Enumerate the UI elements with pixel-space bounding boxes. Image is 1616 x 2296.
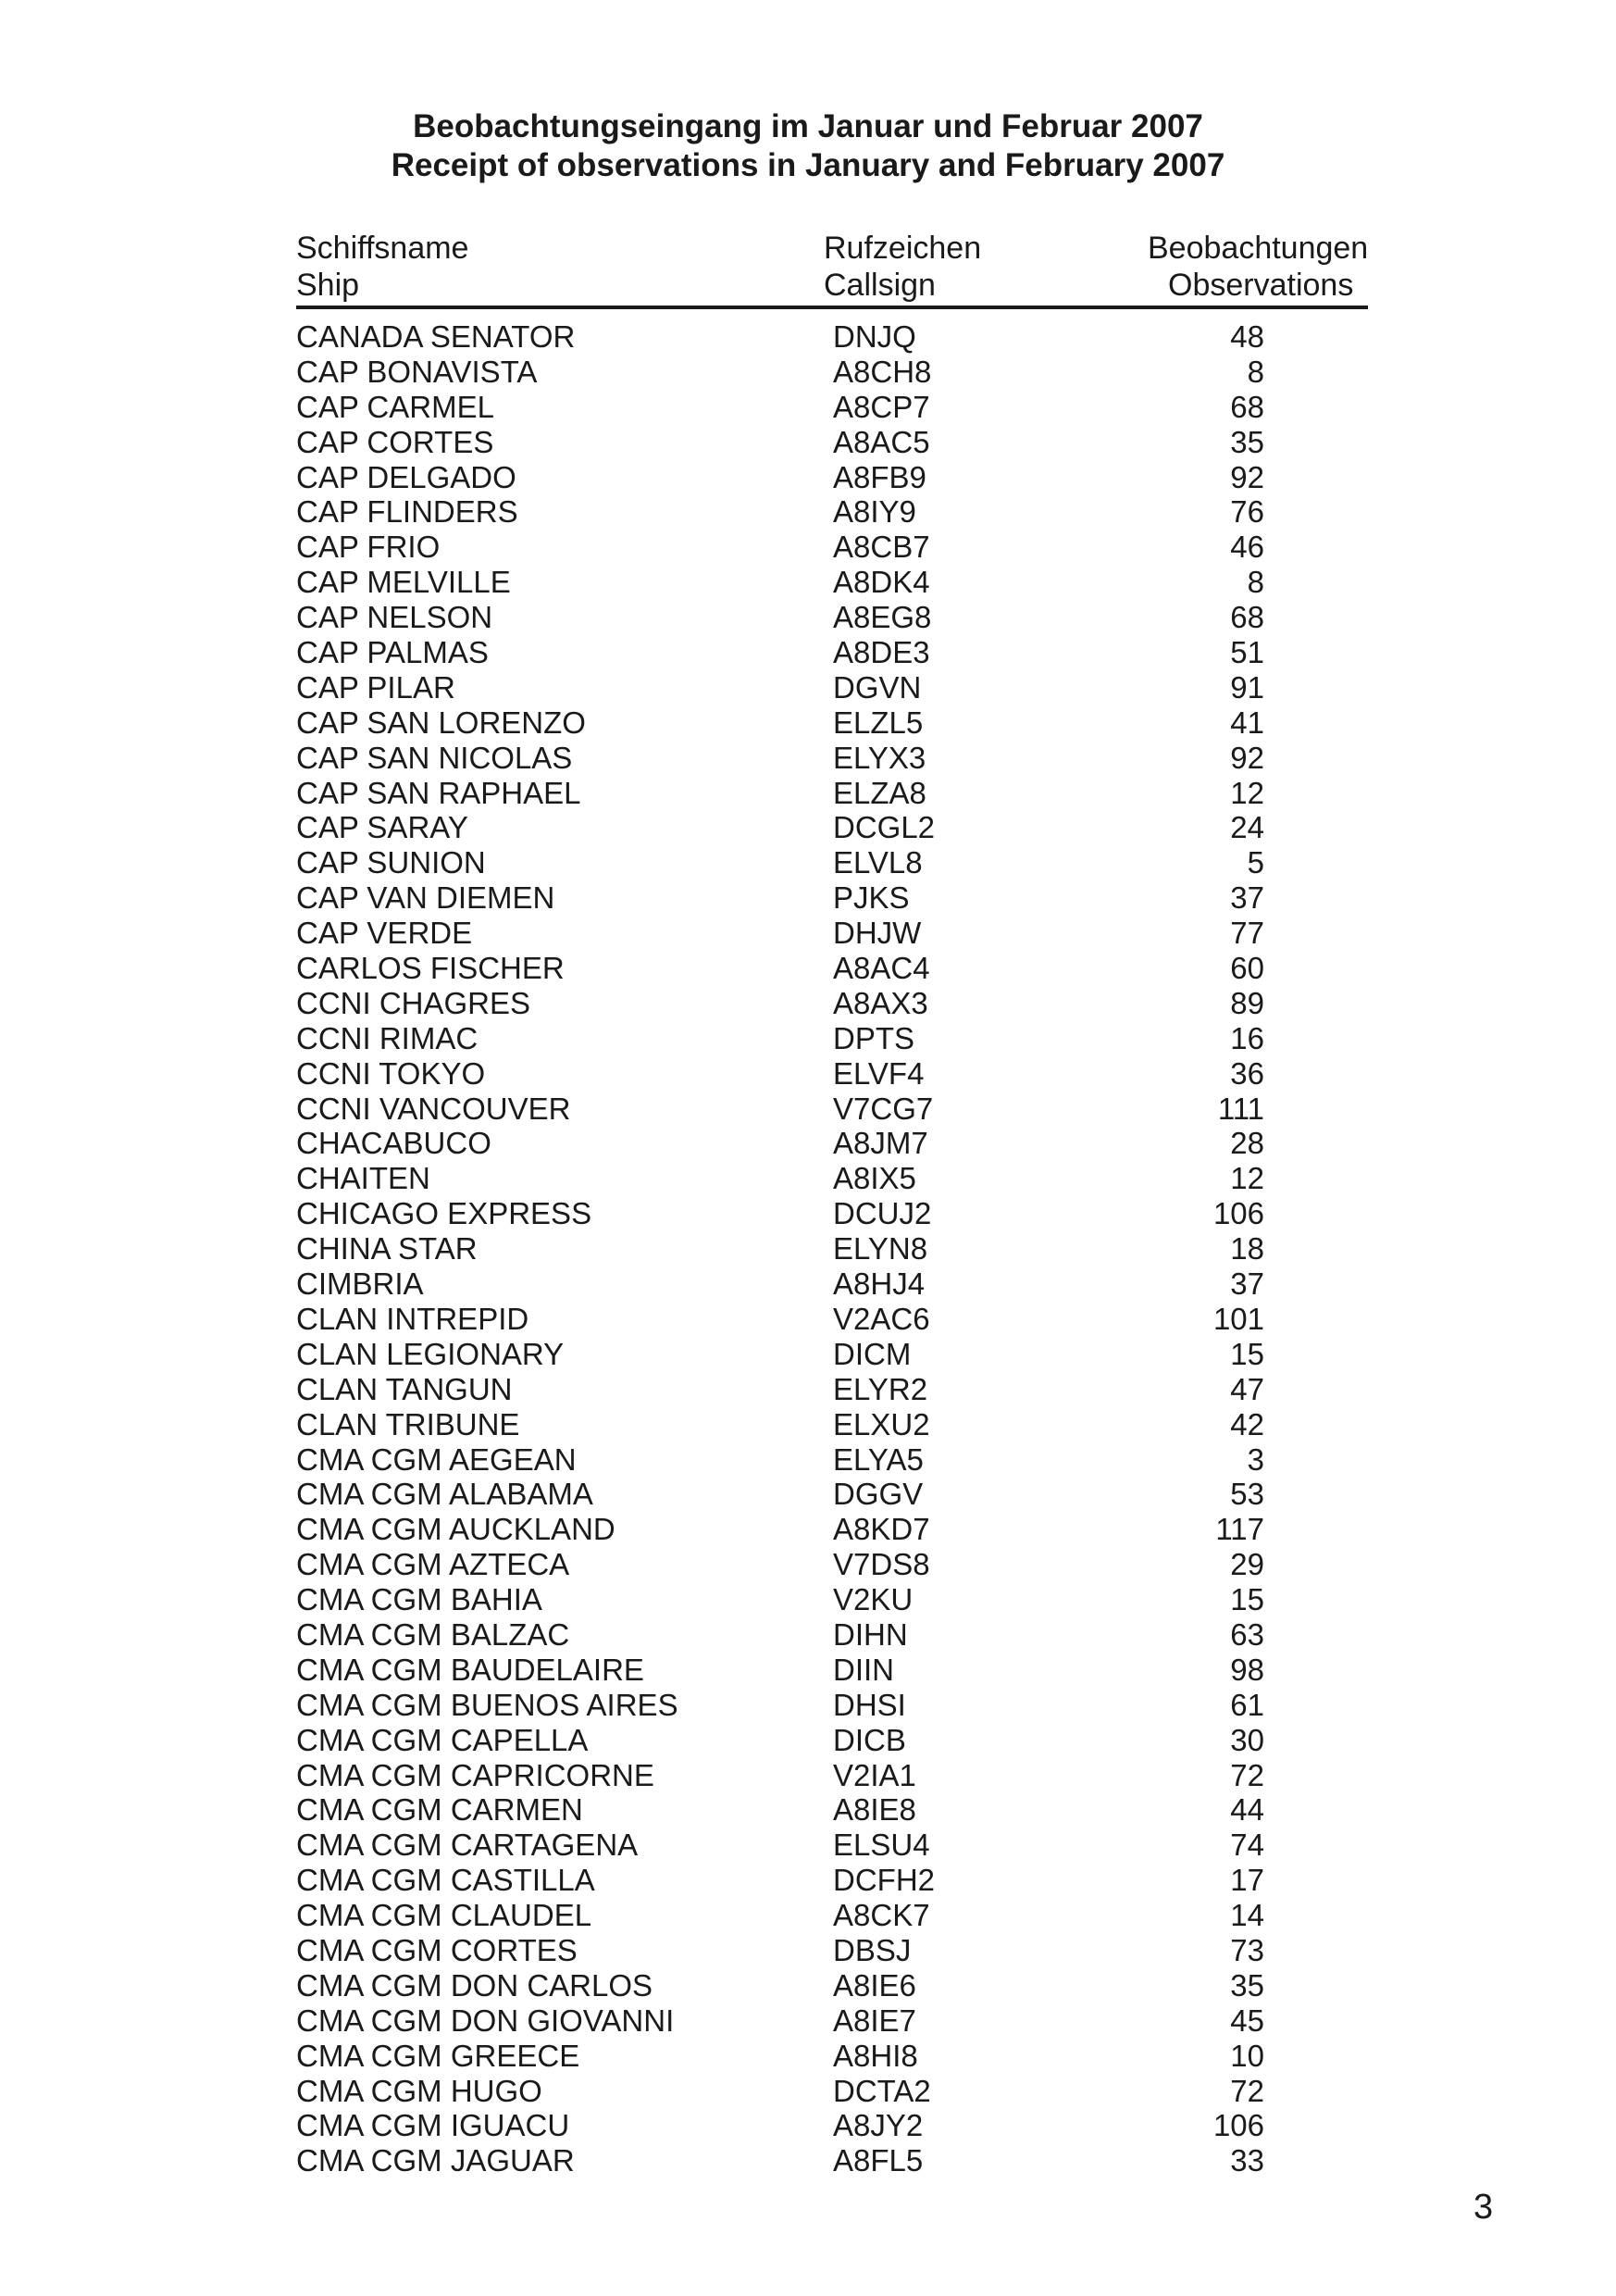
table-row bbox=[296, 1477, 1370, 1512]
observations-cell: 36 bbox=[1230, 1055, 1264, 1091]
observations-cell: 92 bbox=[1230, 740, 1264, 775]
table-row bbox=[296, 530, 1370, 565]
ship-name-cell: CAP MELVILLE bbox=[296, 565, 511, 600]
header-ship-german: Schiffsname bbox=[296, 231, 469, 266]
observations-cell: 46 bbox=[1230, 530, 1264, 565]
callsign-cell: DHJW bbox=[833, 916, 922, 951]
ship-name-cell: CHINA STAR bbox=[296, 1231, 478, 1267]
callsign-cell: V2AC6 bbox=[833, 1301, 930, 1336]
observations-cell: 101 bbox=[1212, 1301, 1264, 1336]
observations-cell: 73 bbox=[1230, 1932, 1264, 1967]
ship-name-cell: CMA CGM AEGEAN bbox=[296, 1441, 577, 1477]
observations-cell: 77 bbox=[1230, 916, 1264, 951]
table-row bbox=[296, 355, 1370, 390]
ship-name-cell: CAP NELSON bbox=[296, 600, 493, 635]
observations-cell: 91 bbox=[1230, 669, 1264, 705]
ship-name-cell: CANADA SENATOR bbox=[296, 319, 576, 354]
callsign-cell: A8FB9 bbox=[833, 459, 926, 494]
table-row bbox=[296, 1547, 1370, 1582]
callsign-cell: A8JY2 bbox=[833, 2108, 924, 2143]
table-row bbox=[296, 1442, 1370, 1478]
observations-cell: 48 bbox=[1230, 319, 1264, 354]
callsign-cell: DPTS bbox=[833, 1020, 915, 1055]
observations-cell: 72 bbox=[1230, 2073, 1264, 2108]
table-row bbox=[296, 1617, 1370, 1653]
callsign-cell: A8IY9 bbox=[833, 494, 916, 530]
ship-name-cell: CHICAGO EXPRESS bbox=[296, 1196, 592, 1231]
ship-name-cell: CMA CGM AZTECA bbox=[296, 1547, 570, 1582]
observations-cell: 63 bbox=[1230, 1616, 1264, 1652]
observations-cell: 10 bbox=[1230, 2038, 1264, 2073]
table-row bbox=[296, 1653, 1370, 1688]
observations-cell: 35 bbox=[1230, 424, 1264, 459]
callsign-cell: V2IA1 bbox=[833, 1757, 916, 1792]
callsign-cell: DHSI bbox=[833, 1687, 906, 1722]
table-row bbox=[296, 1267, 1370, 1302]
table-row bbox=[296, 1898, 1370, 1933]
table-row bbox=[296, 1863, 1370, 1898]
table-row bbox=[296, 1723, 1370, 1758]
ship-name-cell: CAP VERDE bbox=[296, 916, 473, 951]
callsign-cell: ELZA8 bbox=[833, 775, 926, 810]
callsign-cell: DBSJ bbox=[833, 1932, 912, 1967]
ship-name-cell: CAP BONAVISTA bbox=[296, 354, 538, 389]
observations-cell: 53 bbox=[1230, 1477, 1264, 1512]
table-row bbox=[296, 1021, 1370, 1056]
observations-cell: 15 bbox=[1230, 1582, 1264, 1617]
table-row bbox=[296, 810, 1370, 845]
header-callsign-english: Callsign bbox=[824, 268, 936, 303]
observations-cell: 15 bbox=[1230, 1336, 1264, 1371]
observations-table bbox=[296, 319, 1370, 2178]
observations-cell: 106 bbox=[1212, 1196, 1264, 1231]
observations-cell: 29 bbox=[1230, 1547, 1264, 1582]
ship-name-cell: CMA CGM JAGUAR bbox=[296, 2143, 575, 2178]
callsign-cell: DCFH2 bbox=[833, 1863, 936, 1898]
table-row bbox=[296, 951, 1370, 986]
callsign-cell: A8IE8 bbox=[833, 1792, 916, 1828]
observations-cell: 92 bbox=[1230, 459, 1264, 494]
callsign-cell: A8AX3 bbox=[833, 985, 928, 1020]
table-row bbox=[296, 1161, 1370, 1196]
table-row bbox=[296, 986, 1370, 1021]
observations-cell: 44 bbox=[1230, 1792, 1264, 1828]
observations-cell: 106 bbox=[1212, 2108, 1264, 2143]
table-row bbox=[296, 1337, 1370, 1372]
callsign-cell: A8IX5 bbox=[833, 1161, 916, 1196]
table-row bbox=[296, 1828, 1370, 1863]
ship-name-cell: CMA CGM CLAUDEL bbox=[296, 1898, 592, 1933]
callsign-cell: DIIN bbox=[833, 1652, 894, 1687]
callsign-cell: DGVN bbox=[833, 669, 922, 705]
callsign-cell: A8DK4 bbox=[833, 565, 930, 600]
observations-cell: 12 bbox=[1230, 1161, 1264, 1196]
table-row bbox=[296, 1758, 1370, 1793]
observations-cell: 37 bbox=[1230, 1267, 1264, 1302]
callsign-cell: A8HJ4 bbox=[833, 1267, 926, 1302]
callsign-cell: PJKS bbox=[833, 880, 910, 916]
ship-name-cell: CLAN TRIBUNE bbox=[296, 1406, 520, 1441]
ship-name-cell: CMA CGM DON CARLOS bbox=[296, 1967, 653, 2003]
callsign-cell: A8KD7 bbox=[833, 1512, 930, 1547]
table-row bbox=[296, 1302, 1370, 1337]
table-row bbox=[296, 319, 1370, 355]
table-row bbox=[296, 1933, 1370, 1968]
table-row bbox=[296, 425, 1370, 460]
observations-cell: 72 bbox=[1230, 1757, 1264, 1792]
table-row bbox=[296, 845, 1370, 880]
callsign-cell: A8JM7 bbox=[833, 1126, 928, 1161]
ship-name-cell: CAP CARMEL bbox=[296, 389, 494, 424]
ship-name-cell: CAP SARAY bbox=[296, 810, 468, 845]
table-row bbox=[296, 916, 1370, 951]
header-observations-english: Observations bbox=[1168, 268, 1354, 303]
table-row bbox=[296, 460, 1370, 495]
ship-name-cell: CAP FRIO bbox=[296, 530, 441, 565]
ship-name-cell: CAP SAN RAPHAEL bbox=[296, 775, 581, 810]
ship-name-cell: CCNI CHAGRES bbox=[296, 985, 531, 1020]
table-row bbox=[296, 2039, 1370, 2074]
ship-name-cell: CMA CGM IGUACU bbox=[296, 2108, 570, 2143]
callsign-cell: A8FL5 bbox=[833, 2143, 924, 2178]
callsign-cell: DCTA2 bbox=[833, 2073, 931, 2108]
ship-name-cell: CAP VAN DIEMEN bbox=[296, 880, 555, 916]
ship-name-cell: CARLOS FISCHER bbox=[296, 951, 565, 986]
observations-cell: 89 bbox=[1230, 985, 1264, 1020]
table-row bbox=[296, 776, 1370, 811]
table-row bbox=[296, 741, 1370, 776]
table-row bbox=[296, 1196, 1370, 1231]
observations-cell: 35 bbox=[1230, 1967, 1264, 2003]
callsign-cell: DCGL2 bbox=[833, 810, 936, 845]
ship-name-cell: CMA CGM CORTES bbox=[296, 1932, 578, 1967]
ship-name-cell: CAP FLINDERS bbox=[296, 494, 518, 530]
ship-name-cell: CMA CGM HUGO bbox=[296, 2073, 542, 2108]
observations-cell: 98 bbox=[1230, 1652, 1264, 1687]
observations-cell: 37 bbox=[1230, 880, 1264, 916]
observations-cell: 61 bbox=[1230, 1687, 1264, 1722]
header-callsign-german: Rufzeichen bbox=[824, 231, 982, 266]
table-row bbox=[296, 1968, 1370, 2003]
observations-cell: 47 bbox=[1230, 1371, 1264, 1406]
table-row bbox=[296, 2074, 1370, 2109]
ship-name-cell: CLAN INTREPID bbox=[296, 1301, 529, 1336]
callsign-cell: A8IE6 bbox=[833, 1967, 916, 2003]
observations-cell: 41 bbox=[1230, 705, 1264, 740]
ship-name-cell: CMA CGM CARTAGENA bbox=[296, 1828, 639, 1863]
table-row bbox=[296, 1092, 1370, 1127]
table-row bbox=[296, 1688, 1370, 1723]
ship-name-cell: CMA CGM BAHIA bbox=[296, 1582, 542, 1617]
callsign-cell: ELZL5 bbox=[833, 705, 924, 740]
ship-name-cell: CAP SUNION bbox=[296, 845, 486, 880]
ship-name-cell: CLAN LEGIONARY bbox=[296, 1336, 565, 1371]
observations-cell: 14 bbox=[1230, 1898, 1264, 1933]
ship-name-cell: CMA CGM AUCKLAND bbox=[296, 1512, 615, 1547]
page-number: 3 bbox=[1473, 2188, 1494, 2227]
callsign-cell: DGGV bbox=[833, 1477, 924, 1512]
ship-name-cell: CCNI RIMAC bbox=[296, 1020, 479, 1055]
callsign-cell: A8HI8 bbox=[833, 2038, 918, 2073]
callsign-cell: DIHN bbox=[833, 1616, 908, 1652]
header-divider bbox=[296, 306, 1368, 309]
callsign-cell: A8IE7 bbox=[833, 2003, 916, 2038]
callsign-cell: V7DS8 bbox=[833, 1547, 930, 1582]
ship-name-cell: CIMBRIA bbox=[296, 1267, 424, 1302]
table-row bbox=[296, 2143, 1370, 2178]
header-ship-english: Ship bbox=[296, 268, 360, 303]
callsign-cell: ELYR2 bbox=[833, 1371, 928, 1406]
table-row bbox=[296, 1372, 1370, 1407]
callsign-cell: ELVF4 bbox=[833, 1055, 925, 1091]
table-row bbox=[296, 2003, 1370, 2039]
table-row bbox=[296, 1582, 1370, 1617]
observations-cell: 51 bbox=[1230, 635, 1264, 670]
callsign-cell: DNJQ bbox=[833, 319, 916, 354]
observations-cell: 16 bbox=[1230, 1020, 1264, 1055]
ship-name-cell: CMA CGM BUENOS AIRES bbox=[296, 1687, 678, 1722]
table-row bbox=[296, 1056, 1370, 1092]
callsign-cell: A8EG8 bbox=[833, 600, 932, 635]
ship-name-cell: CAP DELGADO bbox=[296, 459, 516, 494]
ship-name-cell: CAP PALMAS bbox=[296, 635, 489, 670]
observations-cell: 12 bbox=[1230, 775, 1264, 810]
ship-name-cell: CHACABUCO bbox=[296, 1126, 491, 1161]
callsign-cell: DICB bbox=[833, 1722, 906, 1757]
observations-cell: 30 bbox=[1230, 1722, 1264, 1757]
observations-cell: 68 bbox=[1230, 600, 1264, 635]
ship-name-cell: CMA CGM CARMEN bbox=[296, 1792, 583, 1828]
ship-name-cell: CAP PILAR bbox=[296, 669, 455, 705]
callsign-cell: A8CK7 bbox=[833, 1898, 930, 1933]
table-row bbox=[296, 635, 1370, 670]
ship-name-cell: CMA CGM BALZAC bbox=[296, 1616, 570, 1652]
ship-name-cell: CMA CGM DON GIOVANNI bbox=[296, 2003, 675, 2038]
callsign-cell: ELSU4 bbox=[833, 1828, 930, 1863]
callsign-cell: A8CB7 bbox=[833, 530, 930, 565]
table-row bbox=[296, 565, 1370, 600]
table-row bbox=[296, 494, 1370, 530]
observations-cell: 76 bbox=[1230, 494, 1264, 530]
table-row bbox=[296, 390, 1370, 425]
ship-name-cell: CCNI VANCOUVER bbox=[296, 1091, 571, 1126]
table-row bbox=[296, 1792, 1370, 1828]
ship-name-cell: CMA CGM CASTILLA bbox=[296, 1863, 595, 1898]
observations-cell: 28 bbox=[1230, 1126, 1264, 1161]
callsign-cell: A8CP7 bbox=[833, 389, 930, 424]
callsign-cell: A8DE3 bbox=[833, 635, 930, 670]
table-row bbox=[296, 1126, 1370, 1161]
callsign-cell: DICM bbox=[833, 1336, 912, 1371]
table-row bbox=[296, 1231, 1370, 1267]
observations-cell: 3 bbox=[1247, 1441, 1264, 1477]
table-row bbox=[296, 670, 1370, 705]
observations-cell: 8 bbox=[1247, 354, 1264, 389]
header-observations-german: Beobachtungen bbox=[1148, 231, 1369, 266]
observations-cell: 74 bbox=[1230, 1828, 1264, 1863]
ship-name-cell: CLAN TANGUN bbox=[296, 1371, 513, 1406]
ship-name-cell: CHAITEN bbox=[296, 1161, 430, 1196]
callsign-cell: V7CG7 bbox=[833, 1091, 934, 1126]
ship-name-cell: CMA CGM ALABAMA bbox=[296, 1477, 593, 1512]
table-row bbox=[296, 600, 1370, 635]
callsign-cell: V2KU bbox=[833, 1582, 914, 1617]
ship-name-cell: CCNI TOKYO bbox=[296, 1055, 486, 1091]
observations-cell: 5 bbox=[1247, 845, 1264, 880]
callsign-cell: ELXU2 bbox=[833, 1406, 930, 1441]
observations-cell: 8 bbox=[1247, 565, 1264, 600]
table-row bbox=[296, 880, 1370, 916]
ship-name-cell: CAP SAN NICOLAS bbox=[296, 740, 573, 775]
observations-cell: 68 bbox=[1230, 389, 1264, 424]
ship-name-cell: CMA CGM BAUDELAIRE bbox=[296, 1652, 644, 1687]
table-row bbox=[296, 1407, 1370, 1442]
ship-name-cell: CMA CGM GREECE bbox=[296, 2038, 580, 2073]
observations-cell: 17 bbox=[1230, 1863, 1264, 1898]
callsign-cell: ELYA5 bbox=[833, 1441, 924, 1477]
callsign-cell: DCUJ2 bbox=[833, 1196, 932, 1231]
observations-cell: 111 bbox=[1217, 1091, 1264, 1126]
callsign-cell: A8CH8 bbox=[833, 354, 932, 389]
observations-cell: 18 bbox=[1230, 1231, 1264, 1267]
observations-cell: 60 bbox=[1230, 951, 1264, 986]
callsign-cell: A8AC4 bbox=[833, 951, 930, 986]
ship-name-cell: CMA CGM CAPRICORNE bbox=[296, 1757, 654, 1792]
table-row bbox=[296, 1512, 1370, 1547]
observations-cell: 33 bbox=[1230, 2143, 1264, 2178]
callsign-cell: ELYN8 bbox=[833, 1231, 928, 1267]
observations-cell: 117 bbox=[1215, 1512, 1264, 1547]
page-title-english: Receipt of observations in January and February 2007 bbox=[391, 147, 1225, 183]
callsign-cell: A8AC5 bbox=[833, 424, 930, 459]
ship-name-cell: CMA CGM CAPELLA bbox=[296, 1722, 589, 1757]
page-title-german: Beobachtungseingang im Januar und Februar 2007 bbox=[413, 108, 1203, 144]
observations-cell: 24 bbox=[1230, 810, 1264, 845]
table-row bbox=[296, 2108, 1370, 2143]
callsign-cell: ELVL8 bbox=[833, 845, 923, 880]
ship-name-cell: CAP SAN LORENZO bbox=[296, 705, 586, 740]
table-row bbox=[296, 705, 1370, 741]
observations-cell: 42 bbox=[1230, 1406, 1264, 1441]
observations-cell: 45 bbox=[1230, 2003, 1264, 2038]
ship-name-cell: CAP CORTES bbox=[296, 424, 494, 459]
callsign-cell: ELYX3 bbox=[833, 740, 926, 775]
